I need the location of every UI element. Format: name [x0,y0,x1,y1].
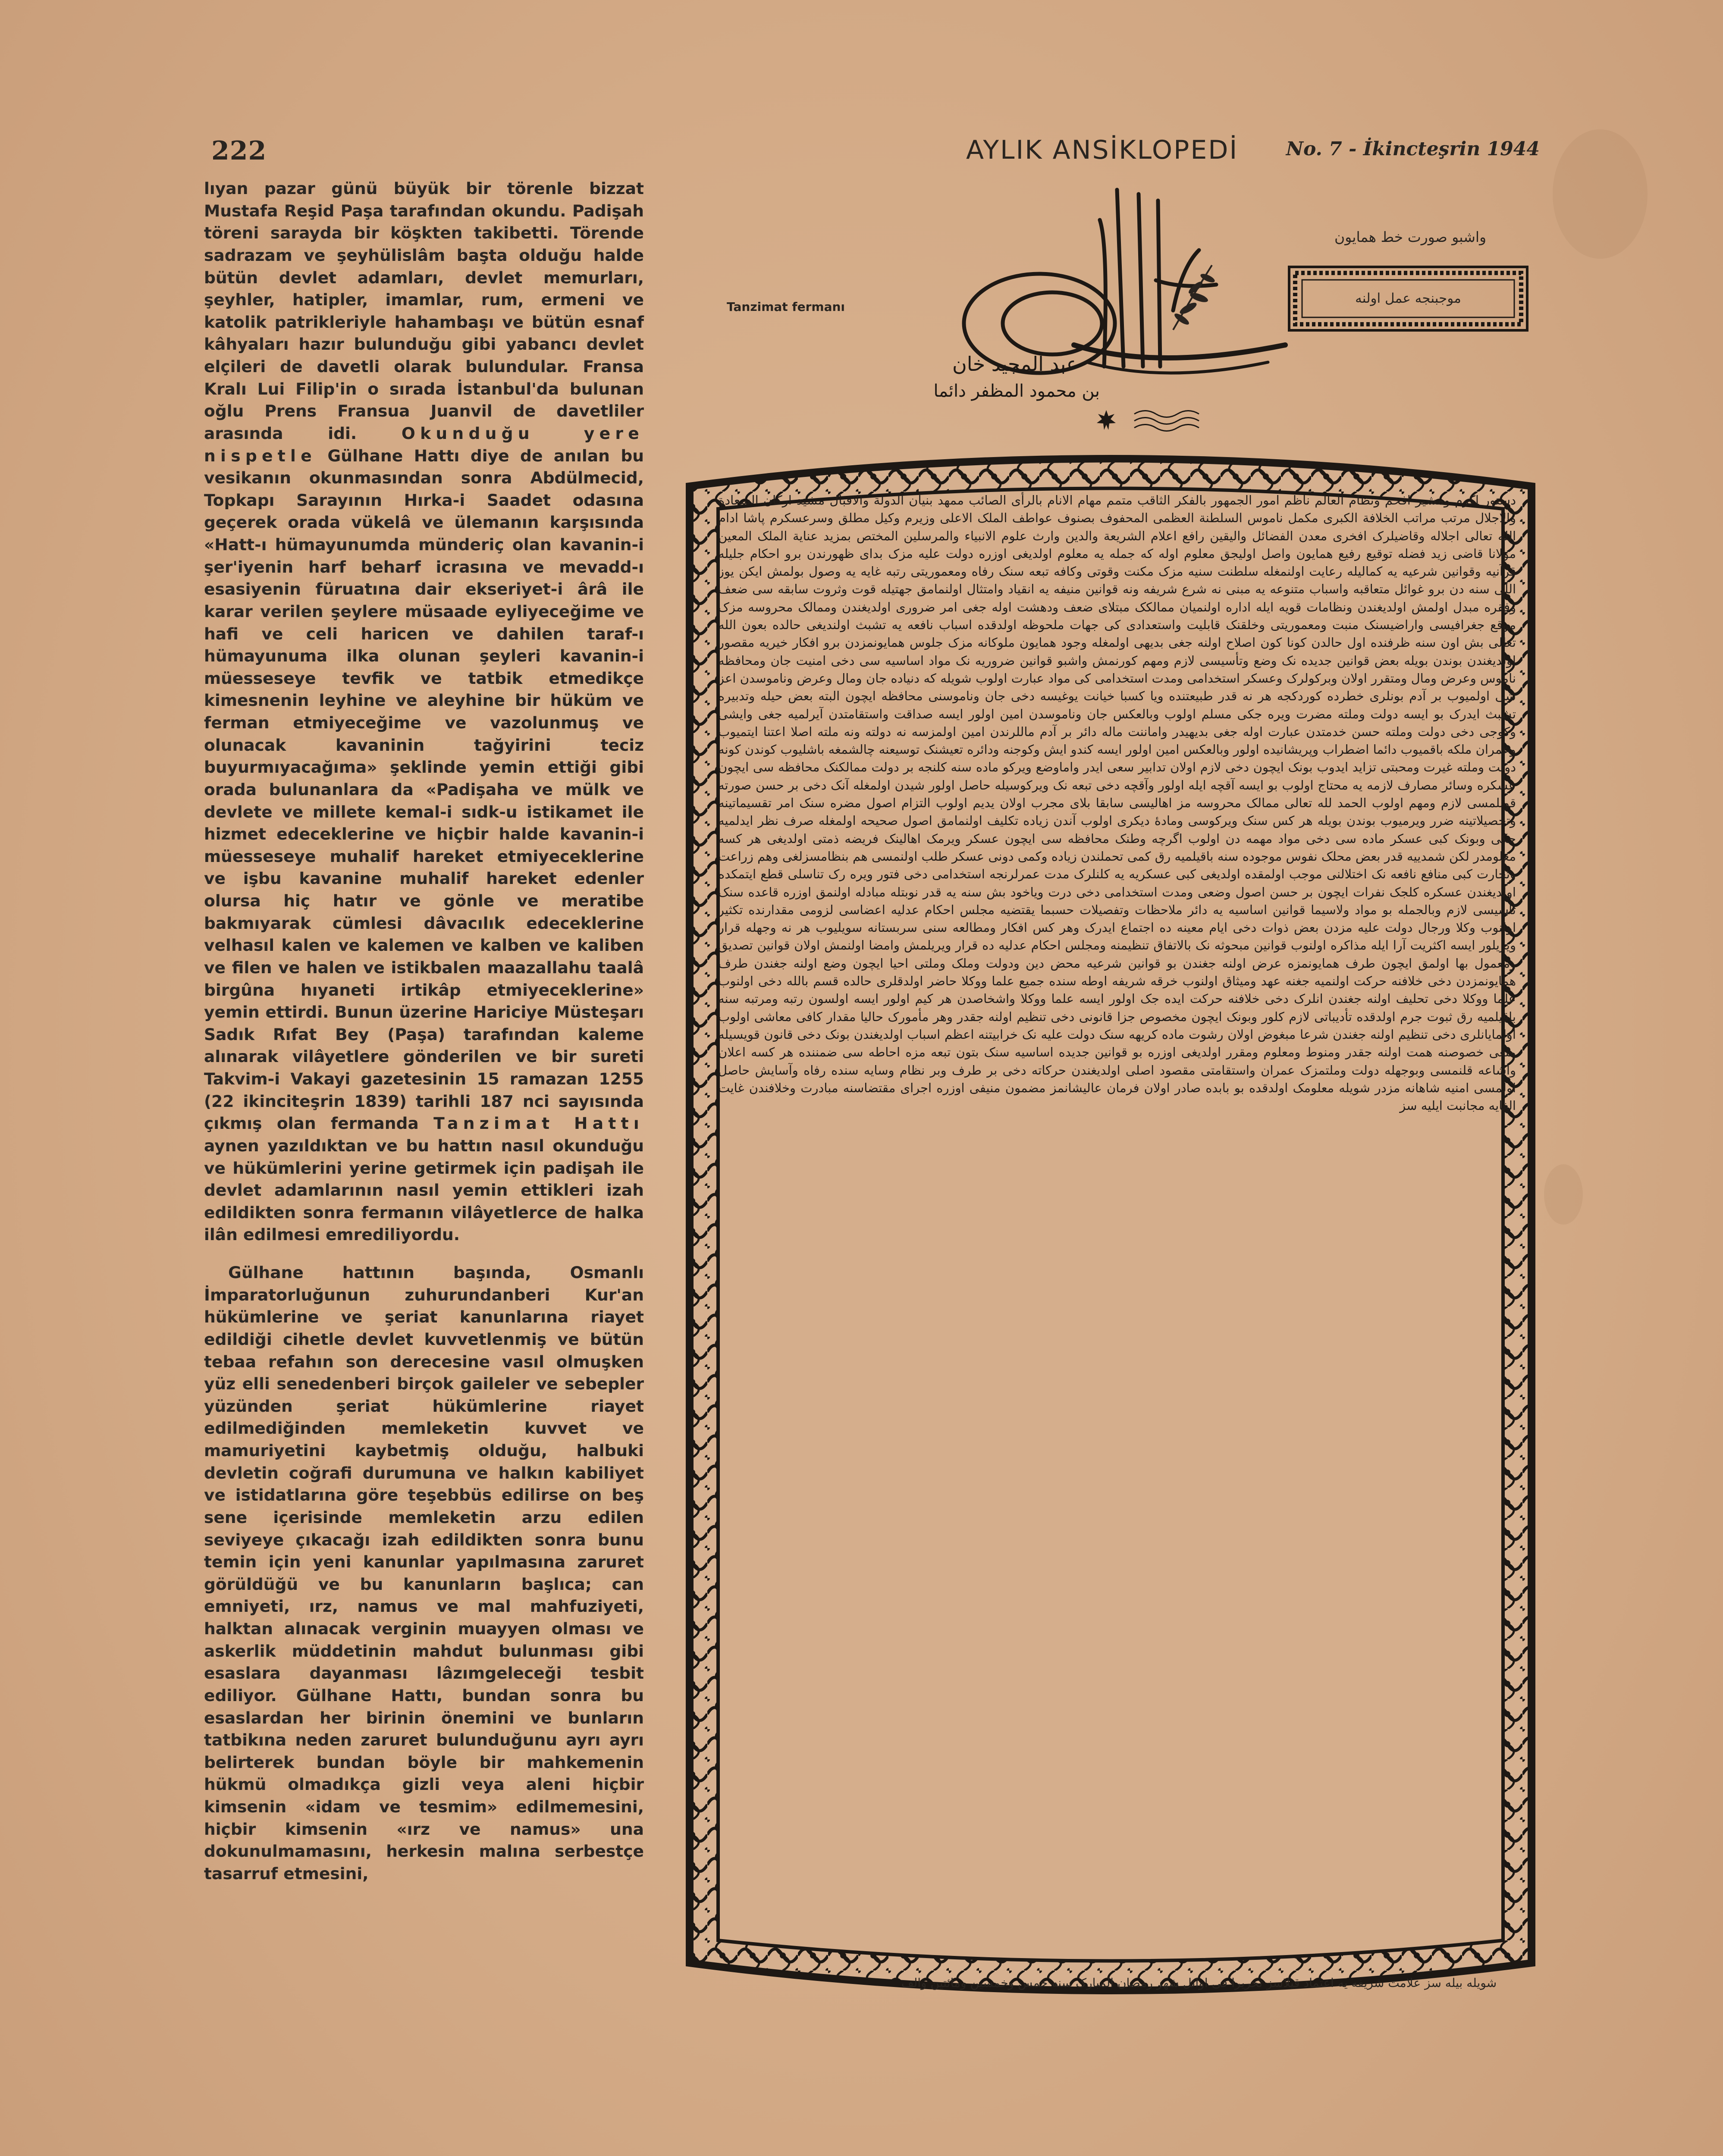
article-paragraph: Gülhane hattının başında, Osmanlı İmparatorluğunun zuhurundanberi Kur'an hükümlerine ve şeriat kanunlarına riayet edildiği cihetle devlet kuvvetlenmiş ve bütün tebaa refahın son derecesine vasıl olmuşken yüz elli senedenberi birçok gaileler ve sebepler yüzünden şeriat hükümlerine riayet edilmediğinden memleketin kuvvet ve mamuriyetini kaybetmiş olduğu, halbuki devletin coğrafi durumuna ve halkın kabiliyet ve istidatlarına göre teşebbüs edilirse on beş sene içerisinde memleketin arzu edilen seviyeye çıkacağı izah edildikten sonra bunu temin için yeni kanunlar yapılmasına zaruret görüldüğü ve bu kanunların başlıca; can emniyeti, ırz, namus ve mal mahfuziyeti, halktan alınacak verginin muayyen olması ve askerlik müddetinin mahdut bulunması gibi esaslara dayanması lâzımgeleceği tesbit ediliyor. Gülhane Hattı, bundan sonra bu esaslardan her birinin önemini ve bunların tatbikına neden zaruret bulunduğunu ayrı ayrı belirterek bundan böyle bir mahkemenin hükmü olmadıkça gizli veya aleni hiçbir kimsenin «idam ve tesmim» edilmemesini, hiçbir kimsenin «ırz ve namus» una dokunulmamasını, herkesin malına serbestçe tasarruf etmesini, [204,1263,644,1883]
firman-text: دستور اکرم ومشیر افخم ونظام العالم ناظم امور الجمهور بالفکر الثاقب متمم مهام الانام بالرأی الصائب ممهد بنیان الدولة والاقبال مشید ارکان السعادة والاجلال مرتب مراتب الخلافة الکبری مکمل ناموس السلطنة العظمی المحفوف بصنوف عواطف الملک الاعلی وزیرم وکیل مطلق وسرعسکرم پاشا ادام الله تعالی اجلاله وقاضیلرک افخری معدن الفضائل والیقین رافع اعلام الشریعة والدین وارث علوم الانبیاء والمرسلین المختص بمزید عنایة الملک المعین مولانا قاضی زید فضله توقیع رفیع همایون واصل اولیجق معلوم اوله که جمله یه معلوم اولدیغی اوزره دولت علیه مزک بدای ظهورندن برو احکام جلیله قرآنیه وقوانین شرعیه یه کمالیله رعایت اولنمغله سلطنت سنیه مزک مکنت وقوتی وکافه تبعه سنک رفاه ومعموریتی رتبه غایه یه وصول بولمش ایکن یوز اللی سنه دن برو غوائل متعاقبه واسباب متنوعه یه مبنی نه شرع شریفه ونه قوانین منیفه یه انقیاد وامتثال اولنمامق جهتیله قوت وثروت سابقه سی ضعف وفقره مبدل اولمش اولدیغندن ونظامات قویه ایله اداره اولنمیان ممالکک مبتلای ضعف ودهشت اوله جغی امر ضروری اولدیغندن وممالک محروسه مزک موقع جغرافیسی واراضیسنک منبت ومعموریتی وخلقنک قابلیت واستعدادی کی جهات ملحوظه اولدقده اسباب نافعه یه تشبث اولندیغی حالده بعون الله تعالی بش اون سنه ظرفنده اول حالدن کونا کون اصلاح اولنه جغی بدیهی اولمغله وجود همایون ملوکانه مزک جلوس همایونمزدن برو افکار خیریه مقصور اولدیغندن بوندن بویله بعض قوانین جدیده نک وضع وتأسیسی لازم ومهم کورنمش واشبو قوانین ضروریه نک مواد اساسیه سی دخی امنیت جان ومحافظه ناموس وعرض ومال ومتقرر اولان وبرکولرک وعسکر استخدامی ومدت استخدامی کی مواد عبارت اولوب شویله که دنیاده جان ومال وعرض وناموسدن اعز شی اولمیوب بر آدم بونلری خطرده کوردکجه هر نه قدر طبیعتنده ویا کسبا خیانت یوغیسه دخی جان وناموسنی محافظه ایچون البته بعض حیله وتدبیره تشبث ایدرک بو ایسه دولت وملته مضرت ویره جکی مسلم اولوب وبالعکس جان وناموسدن امین اولور ایسه صداقت واستقامتدن آیرلمیه جغی وایشی وکوجی دخی دولت وملته حسن خدمتدن عبارت اوله جغی بدیهیدر واماننت ماله دائر بر آدم ماللرندن امین اولمزسه نه دولته ونه ملته اصلا اعتنا ایتمیوب وعمران ملکه باقمیوب دائما اضطراب وپریشانیده اولور وبالعکس امین اولور ایسه کندو ایش وکوجنه ودائره تعیشنک توسیعنه چالشمغه باشلیوب کوندن کونه دولت وملته غیرت ومحبتی تزاید ایدوب بونک ایچون دخی لازم اولان تدابیر سعی ایدر واماوضع ویرکو ماده سنه کلنجه بر دولت ممالکنک محافظه سی ایچون عسکره وسائر مصارف لازمه یه محتاج اولوب بو ایسه آقچه ایله اولور وآقچه دخی تبعه نک ویرکوسیله حاصل اولور شیدن اولمغله آنک دخی بر حسن صورته قونلمسی لازم ومهم اولوب الحمد لله تعالی ممالک محروسه مز اهالیسی سابقا بلای مجرب اولان یدیم اولوب التزام اصول مضره سنک امر تقسیماتینه وتحصیلاتینه ضرر ویرمیوب بوندن بویله هر کس سنک ویرکوسی ومادهٔ دیکری اولوب آندن زیاده تکلیف اولنمامق اصول صحیحه اولمغله صرف نظر ایدلمیه جکی وبونک کبی عسکر ماده سی دخی مواد مهمه دن اولوب اگرچه وطنک محافظه سی ایچون عسکر ویرمک اهالینک فریضه ذمتی اولدیغی هر کسه معلومدر لکن شمدییه قدر بعض محلک نفوس موجوده سنه باقیلمیه رق کمی تحملندن زیاده وکمی دونی عسکر طلب اولنمسی هم بنظامسزلغی وهم زراعت وتجارت کبی منافع نافعه نک اختلالنی موجب اولمقده اولدیغی کبی عسکریه یه کلنلرک مدت عمرلرنجه استخدامی دخی فتور ویره رک تناسلی قطع ایتمکده اولدیغندن عسکره کلجک نفرات ایچون بر حسن اصول وضعی ومدت استخدامی دخی درت ویاخود بش سنه یه قدر نوبتله مبادله اولنمق اوزره قاعده سنک تأسیسی لازم وبالجمله بو مواد ولاسیما قوانین اساسیه یه دائر ملاحظات وتفصیلات حسبما یقتضیه مجلس احکام عدلیه اعضاسی لزومی مقدارنده تکثیر اولنوب وکلا ورجال دولت علیه مزدن بعض ذوات دخی ایام معینه ده اجتماع ایدرک وهر کس افکار ومطالعه سنی سربستانه سویلیوب هر نه وجهله قرار ویریلور ایسه اکثریت آرا ایله مذاکره اولنوب قوانین مبحوثه نک بالاتفاق تنظیمنه ومجلس احکام عدلیه ده قرار ویریلمش وامضا اولنمش اولان قوانین تصدیق ومعمول بها اولمق ایچون طرف همایونمزه عرض اولنه جغندن بو قوانین شرعیه محض دین ودولت وملک وملتی احیا ایچون وضع اولنه جغندن طرف همایونمزدن دخی خلافنه حرکت اولنمیه جغنه عهد ومیثاق اولنوب خرقه شریفه اوطه سنده جمیع علما ووکلا حاضر اولدقلری حالده قسم بالله دخی اولنوب علما ووکلا دخی تحلیف اولنه جغندن انلرک دخی خلافنه حرکت ایده جک اولور ایسه علما ووکلا واشخاصدن هر کیم اولور ایسه اولسون رتبه ومرتبه سنه باقیلمیه رق ثبوت جرم اولدقده تأدیباتی لازم کلور وبونک ایچون مخصوص جزا قانونی دخی تنظیم اولنه جقدر وهر مأمورک حالیا مقدار کافی معاشی اولوب اولمایانلری دخی تنظیم اولنه جغندن شرعا مبغوض اولان رشوت ماده کریهه سنک دولت علیه نک خرابیتنه اعظم اسباب اولدیغندن بونک دخی قانون قویسیله منعی خصوصنه همت اولنه جقدر ومنوط ومعلوم ومقرر اولدیغی اوزره بو قوانین جدیده اساسیه سنک بتون تبعه مزه احاطه سی ضمننده هر کسه اعلان واشاعه قلنمسی وبوجهله دولت وملتمزک عمران واستقامتی مقصود اصلی اولدیغندن حرکاته دخی بر طرف وبر نظام وسایه سنده رفاه وآسایش حاصل اولمسی امنیه شاهانه مزدر شویله معلومک اولدقده بو بابده صادر اولان فرمان عالیشانمز مضمون منیفی اوزره اجرای مقتضاسنه مبادرت وخلافندن غایت الغایه مجانبت ایلیه سز [718,493,1516,1113]
article-text: lıyan pazar günü büyük bir törenle bizzat Mustafa Reşid Paşa tarafından okundu. Padişah töreni sarayda bir köşkten takibetti. Törende sadrazam ve şeyhülislâm başta olduğu halde bütün devlet adamları, devlet memurları, şeyhler, hatipler, imamlar, rum, ermeni ve katolik patrikleriyle hahambaşı ve bütün esnaf kâhyaları hazır bulunduğu gibi yabancı devlet elçileri de davetli olarak bulundular. Fransa Kralı Lui Filip'in o sırada İstanbul'da bulunan oğlu Prens Fransua Juanvil de davetliler arasında idi. [204,179,644,443]
article-text: Gülhane Hattı diye de anılan bu vesikanın okunmasından sonra Abdülmecid, Topkapı Sarayının Hırka-i Saadet odasına geçerek orada vükelâ ve ülemanın karşısında «Hatt-ı hümayunumda münderiç olan kavanin-i şer'iyenin harf beharf icrasına ve mevadd-ı esasiyenin füruatına dair ekseriyet-i ârâ ile karar verilen şeylere müsaade eyliyeceğime ve hafi ve celi haricen ve dahilen taraf-ı hümayunuma ilka olunan şeyleri kavanin-i müesseseye tevfik ve tatbik etmedikçe kimesnenin leyhine ve aleyhine bir hüküm ve ferman etmiyeceğime ve vazolunmuş ve olunacak kavaninin tağyirini teciz buyurmıyacağıma» şeklinde yemin ettiği gibi orada bulunanlara da «Padişaha ve mülk ve devlete ve millete kemal-i sıdk-u istikamet ile hizmet edeceklerine ve hiçbir halde kavanin-i müesseseye muhalif hareket etmiyeceklerine ve işbu kavanine muhalif hareket edenler olursa hiç hatır ve gönle ve meratibe bakmıyarak cümlesi dâvacılık edeceklerine velhasıl kalen ve kalemen ve kalben ve kaliben ve filen ve halen ve istikbalen maazallahu taalâ birgûna hıyaneti irtikâp etmiyeceklerine» yemin ettirdi. Bunun üzerine Hariciye Müsteşarı Sadık Rıfat Bey (Paşa) tarafından kaleme alınarak vilâyetlere gönderilen ve bir sureti Takvim-i Vakayi gazetesinin 15 ramazan 1255 (22 ikinciteşrin 1839) tarihli 187 nci sayısında çıkmış olan fermanda [204,446,644,1133]
article-column [204,178,644,2156]
heading-box [1287,265,1529,332]
firman-closing-line: شویله بیله سز علامت شریفه یه اعتماد قیلاسز تحریرا فی اوائل شهر رمضان المبارک سنه خمس وخمسین ومائتین والف [901,1976,1497,1990]
figure-caption: Tanzimat fermanı [727,300,845,314]
page-header [203,132,1540,183]
svg-text:بن محمود المظفر دائما: بن محمود المظفر دائما [933,381,1100,401]
paper-stain [1544,1164,1583,1225]
heading-box-text: موجبنجه عمل اولنه [1355,291,1461,306]
olive-sprig-icon [1164,257,1225,334]
firman-text-body [718,492,1516,1966]
page-number: 222 [211,136,267,166]
paper-stain [1553,129,1648,259]
magazine-title: AYLIK ANSİKLOPEDİ [966,135,1239,165]
heading-line: واشبو صورت خط همايون [1334,229,1487,245]
article-text: aynen yazıldıktan ve bu hattın nasıl okunduğu ve hükümlerini yerine getirmek için padişah ile devlet adamlarının nasıl yemin ettikleri izah edildikten sonra fermanın vilâyetlerce de halka ilân edilmesi emrediliyordu. [204,1136,644,1244]
spaced-emphasis: Okunduğu yere nispetle [204,423,644,465]
issue-info: No. 7 - İkincteşrin 1944 [1286,138,1540,160]
article-paragraph [204,178,644,1246]
svg-text:عبد المجيد خان: عبد المجيد خان [952,352,1078,376]
spaced-emphasis: Tanzimat Hattı [433,1114,644,1133]
tugra-seal-icon [933,181,1302,453]
